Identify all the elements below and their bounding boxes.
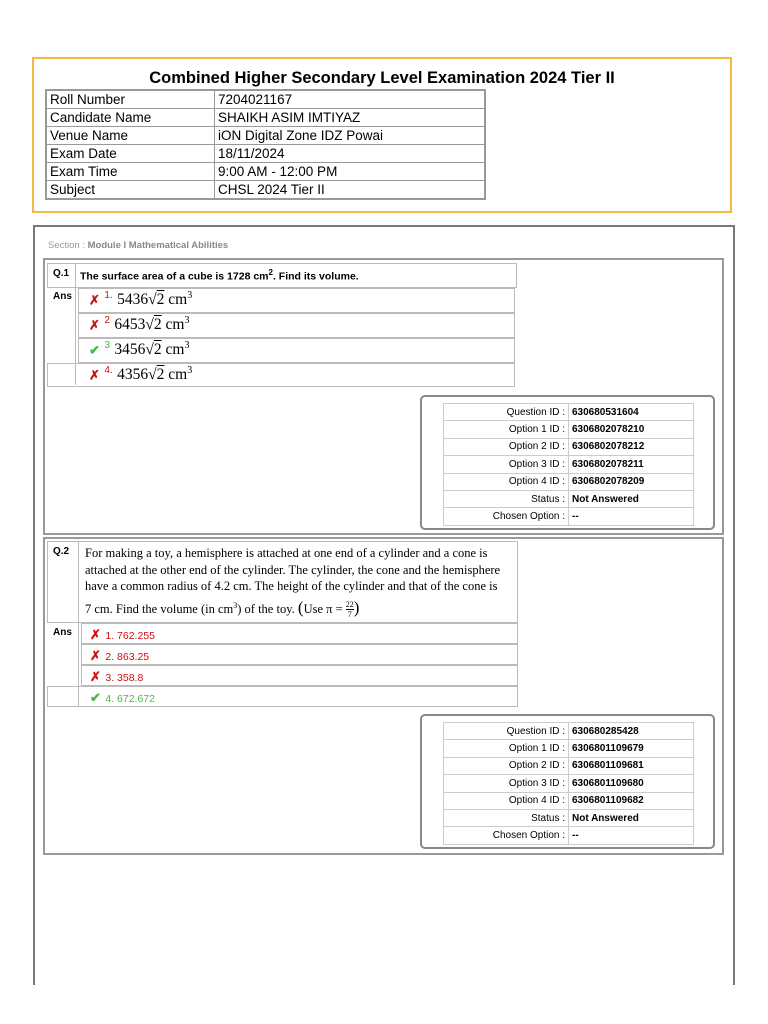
checkmark-icon: ✔	[90, 690, 101, 705]
cross-icon: ✗	[90, 648, 101, 663]
option-3: ✔ $^3$ 3456√2 $cm^3$	[78, 338, 515, 363]
question-panel-2	[43, 537, 724, 855]
question-panel-1	[43, 258, 724, 535]
checkmark-icon: ✔	[89, 342, 100, 358]
table-row: Question ID : 630680285428	[444, 723, 694, 740]
question-meta-table	[443, 722, 694, 845]
cross-icon: ✗	[89, 367, 100, 383]
roll-number-label: Roll Number	[46, 90, 215, 109]
option-1: ✗ 1. 762.255	[81, 623, 518, 644]
subject-label: Subject	[46, 181, 215, 200]
exam-date-label: Exam Date	[46, 145, 215, 163]
option-2: ✗ $^2$ 6453√2 $cm^3$	[78, 313, 515, 338]
table-row: Chosen Option : --	[444, 827, 694, 844]
table-row: Option 1 ID : 6306801109679	[444, 740, 694, 757]
table-row	[46, 163, 485, 181]
table-row: Status : Not Answered	[444, 809, 694, 826]
question-meta-box	[420, 714, 715, 849]
table-row: Option 3 ID : 6306802078211	[444, 456, 694, 473]
table-row: Chosen Option : --	[444, 508, 694, 525]
table-row	[46, 109, 485, 127]
cross-icon: ✗	[90, 669, 101, 684]
option-3: ✗ 3. 358.8	[81, 665, 518, 686]
table-row: Option 3 ID : 6306801109680	[444, 775, 694, 792]
question-number: Q.2	[53, 546, 70, 557]
table-row: Option 2 ID : 6306802078212	[444, 438, 694, 455]
venue-name-value: iON Digital Zone IDZ Powai	[215, 127, 486, 145]
question-text: The surface area of a cube is 1728 $cm^2$. Find its volume.	[80, 268, 359, 283]
candidate-table	[45, 89, 486, 200]
table-row: Status : Not Answered	[444, 490, 694, 507]
question-text: For making a toy, a hemisphere is attached at one end of a cylinder and a cone is attached at the other end of the cylinder. The cylinder, the cone and the hemisphere have a common radius of 4.2 cm. The height of the cylinder and that of the cone is 7 cm. Find the volume (in $cm^3$) of the toy. (Use π = $\frac{22}{7}$ )	[85, 546, 501, 620]
table-row	[46, 145, 485, 163]
candidate-name-value: SHAIKH ASIM IMTIYAZ	[215, 109, 486, 127]
table-row	[46, 90, 485, 109]
cross-icon: ✗	[89, 317, 100, 333]
cross-icon: ✗	[89, 292, 100, 308]
subject-value: CHSL 2024 Tier II	[215, 181, 486, 200]
column-divider	[78, 541, 79, 707]
exam-date-value: 18/11/2024	[215, 145, 486, 163]
table-row: Option 4 ID : 6306801109682	[444, 792, 694, 809]
option-4: ✔ 4. 672.672	[47, 686, 518, 707]
option-1: ✗ $^{1.}$ 5436√2 $cm^3$	[78, 288, 515, 313]
candidate-info-box	[32, 57, 732, 213]
table-row: Option 2 ID : 6306801109681	[444, 757, 694, 774]
exam-time-label: Exam Time	[46, 163, 215, 181]
venue-name-label: Venue Name	[46, 127, 215, 145]
table-row	[46, 127, 485, 145]
table-row: Option 4 ID : 6306802078209	[444, 473, 694, 490]
table-row	[46, 181, 485, 200]
section-title: Section : Module I Mathematical Abilities	[48, 240, 229, 251]
option-4: ✗ $^{4.}$ 4356√2 $cm^3$	[47, 363, 515, 387]
exam-title: Combined Higher Secondary Level Examination 2024 Tier II	[149, 69, 615, 87]
candidate-name-label: Candidate Name	[46, 109, 215, 127]
table-row: Option 1 ID : 6306802078210	[444, 421, 694, 438]
roll-number-value: 7204021167	[215, 90, 486, 109]
table-row: Question ID : 630680531604	[444, 404, 694, 421]
ans-label: Ans	[53, 627, 72, 638]
question-meta-table	[443, 403, 694, 526]
ans-label: Ans	[53, 291, 72, 302]
question-number: Q.1	[53, 268, 70, 279]
exam-time-value: 9:00 AM - 12:00 PM	[215, 163, 486, 181]
option-2: ✗ 2. 863.25	[81, 644, 518, 665]
question-meta-box	[420, 395, 715, 530]
cross-icon: ✗	[90, 627, 101, 642]
